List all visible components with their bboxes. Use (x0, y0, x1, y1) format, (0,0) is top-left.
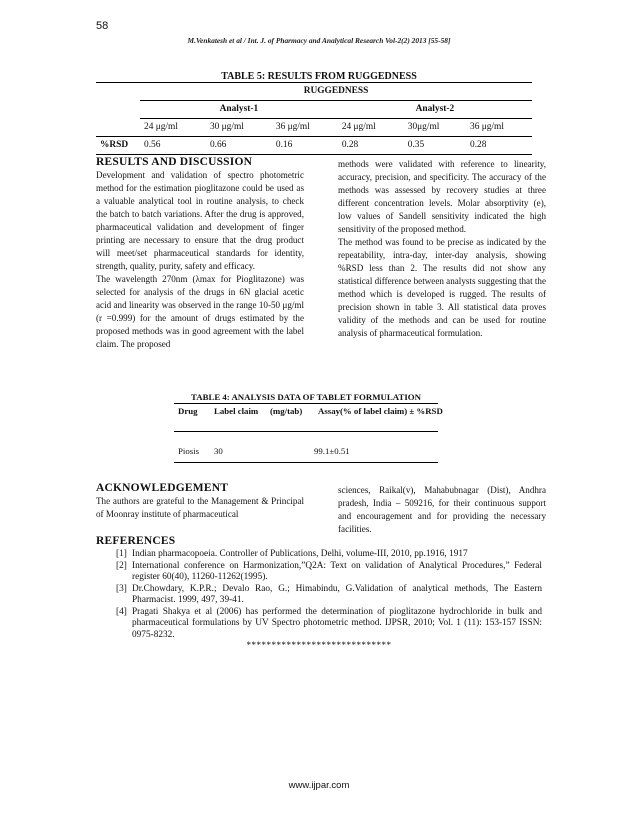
table5-value: 0.28 (466, 137, 532, 155)
table5-row-label: %RSD (96, 137, 140, 155)
table4-rule-bottom (174, 462, 438, 463)
reference-text: Indian pharmacopoeia. Controller of Publications, Delhi, volume-III, 2010, pp.1916, 1917 (132, 549, 468, 559)
table5-conc: 24 μg/ml (140, 119, 206, 137)
results-left-column (96, 156, 304, 351)
reference-item (116, 584, 542, 607)
reference-number: [4] (116, 606, 127, 617)
table5-value: 0.28 (338, 137, 404, 155)
results-paragraph: The wavelength 270nm (λmax for Pioglitazone) was selected for analysis of the drugs in 6N glacial acetic acid and linearity was observed in the range 10-50 μg/ml (r =0.999) for the amount of drugs estimated by the proposed methods was in good agreement with the label claim. The proposed (96, 274, 304, 349)
table4-col-label: Label claim (214, 406, 259, 416)
table4-rule-top (174, 403, 438, 404)
ack-heading: ACKNOWLEDGEMENT (96, 482, 229, 494)
table5-value: 0.56 (140, 137, 206, 155)
reference-number: [3] (116, 583, 127, 594)
results-paragraph: Development and validation of spectro photometric method for the estimation pioglitazone could be used as a valuable analytical tool in routine analysis, to check the batch to batch variations. After the drug is approved, pharmaceutical validation and development of finger printing are necessary to ensure that the drug product will meet/set pharmaceutical standards for identity, strength, quality, purity, safety and efficacy. (96, 170, 304, 271)
results-paragraph: methods were validated with reference to linearity, accuracy, precision, and specificity. The accuracy of the methods was assessed by recovery studies at three different concentration levels. Molar absorptivity (e), low values of Sandell sensitivity indicated the high sensitivity of the proposed method. (338, 159, 546, 234)
table5-analyst2: Analyst-2 (338, 101, 532, 119)
table4-drug: Piosis (178, 446, 200, 456)
table5-value: 0.35 (404, 137, 466, 155)
table4-col-drug: Drug (178, 406, 198, 416)
table5-value: 0.16 (272, 137, 338, 155)
table4-col-assay: Assay(% of label claim) ± %RSD (318, 406, 443, 416)
table5-conc: 36 μg/ml (466, 119, 532, 137)
end-marker: ***************************** (246, 640, 392, 650)
ack-text: sciences, Raikal(v), Mahabubnagar (Dist), Andhra pradesh, India – 509216, for their continuous support and encouragement and for providing the necessary facilities. (338, 485, 546, 534)
page-number: 58 (96, 20, 109, 32)
ack-left-column (96, 482, 304, 521)
reference-item (116, 549, 542, 561)
table5-group-header: RUGGEDNESS (140, 83, 532, 101)
footer-url: www.ijpar.com (288, 780, 350, 791)
reference-number: [1] (116, 549, 127, 559)
table5-ruggedness (96, 82, 532, 155)
ack-right-column (338, 484, 546, 536)
table5-conc: 30μg/ml (404, 119, 466, 137)
references-list (116, 549, 542, 641)
references-heading: REFERENCES (96, 535, 176, 547)
table5-title: TABLE 5: RESULTS FROM RUGGEDNESS (221, 71, 417, 82)
table4-col-unit: (mg/tab) (270, 406, 303, 416)
results-right-column (338, 158, 546, 340)
results-heading: RESULTS AND DISCUSSION (96, 156, 253, 168)
results-paragraph: The method was found to be precise as indicated by the repeatability, intra-day, inter-day analysis, showing %RSD less than 2. The results did not show any statistical difference between analysts suggesting that the method which is developed is rugged. The results of precision shown in table 3. All statistical data proves validity of the methods and can be used for routine analysis of pharmaceutical formulation. (338, 237, 546, 338)
table5-conc: 36 μg/ml (272, 119, 338, 137)
table5-conc: 30 μg/ml (206, 119, 272, 137)
table4-assay: 99.1±0.51 (314, 446, 350, 456)
table4-title: TABLE 4: ANALYSIS DATA OF TABLET FORMULATION (191, 392, 421, 402)
running-header: M.Venkatesh et al / Int. J. of Pharmacy and Analytical Research Vol-2(2) 2013 [55-58] (187, 36, 451, 45)
ack-text: The authors are grateful to the Management & Principal of Moonray institute of pharmaceutical (96, 496, 304, 519)
table5-value: 0.66 (206, 137, 272, 155)
reference-number: [2] (116, 560, 127, 571)
reference-item (116, 607, 542, 642)
reference-text: Dr.Chowdary, K.P.R.; Devalo Rao, G.; Himabindu, G.Validation of analytical methods, The Eastern Pharmacist. 1999, 497, 39-41. (132, 583, 542, 605)
reference-text: International conference on Harmonization,”Q2A: Text on validation of Analytical Procedures,” Federal register 60(40), 11260-11262(1995). (132, 560, 542, 582)
reference-text: Pragati Shakya et al (2006) has performed the determination of pioglitazone hydrochloride in bulk and pharmaceutical formulations by UV Spectro photometric method. IJPSR, 2010; Vol. 1 (11): 153-157 ISSN: 0975-8232. (132, 606, 542, 640)
reference-item (116, 561, 542, 584)
table4-rule-mid (174, 431, 438, 432)
table5-analyst1: Analyst-1 (140, 101, 338, 119)
table4-label-claim: 30 (214, 446, 223, 456)
table5-conc: 24 μg/ml (338, 119, 404, 137)
